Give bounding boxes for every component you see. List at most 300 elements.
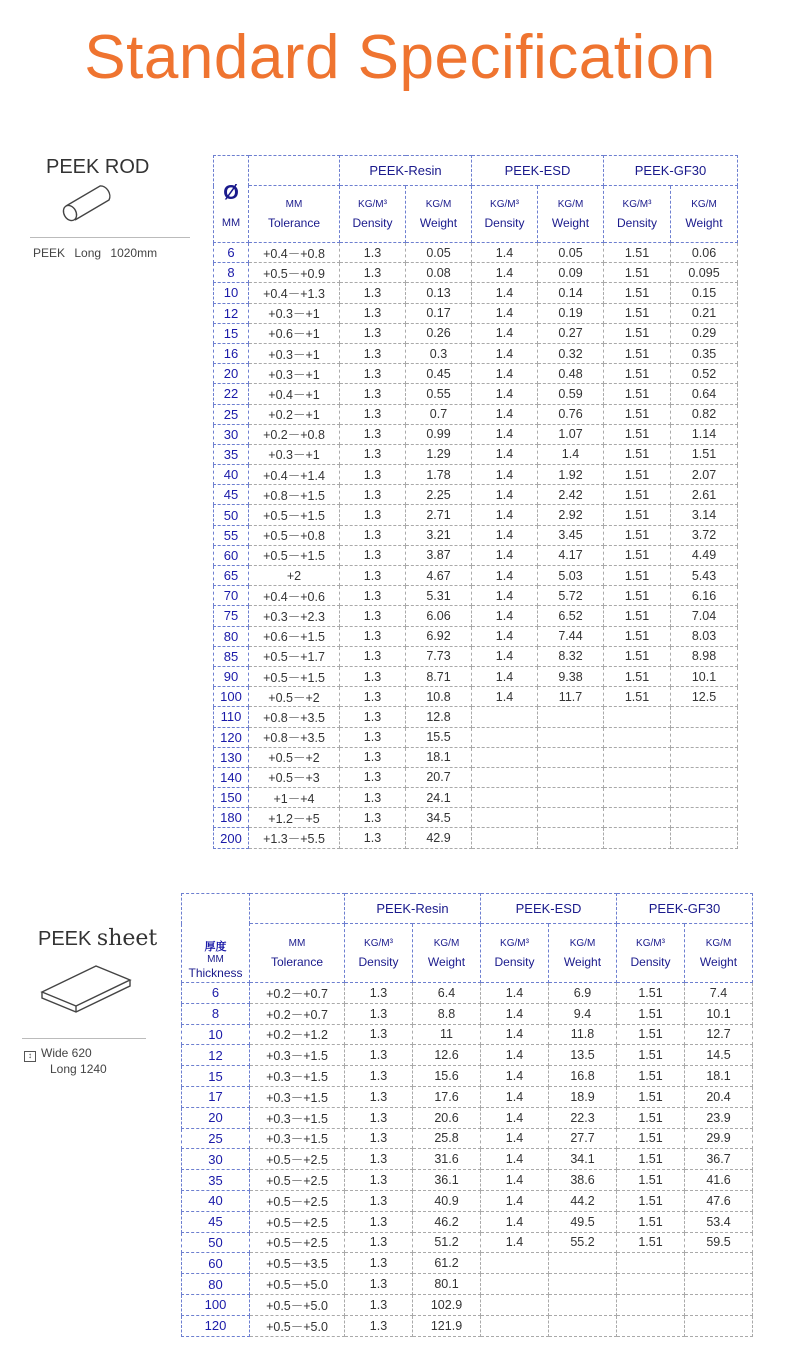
diameter-unit: MM xyxy=(221,217,241,229)
weight-label: Weight xyxy=(699,955,738,969)
resin-density-cell: 1.3 xyxy=(340,646,406,666)
size-cell: 85 xyxy=(214,646,249,666)
weight-unit: KG/M xyxy=(433,938,460,949)
gf30-weight-cell xyxy=(671,747,738,767)
gf30-density-cell: 1.51 xyxy=(617,983,685,1004)
resin-weight-cell: 0.17 xyxy=(406,303,472,323)
esd-weight-cell: 0.09 xyxy=(538,263,604,283)
resin-weight-cell: 31.6 xyxy=(413,1149,481,1170)
density-label: Density xyxy=(358,955,399,969)
gf30-density-cell: 1.51 xyxy=(604,545,671,565)
resin-weight-header xyxy=(413,924,481,983)
resin-density-cell: 1.3 xyxy=(345,1045,413,1066)
resin-weight-cell: 17.6 xyxy=(413,1086,481,1107)
resin-density-cell: 1.3 xyxy=(340,364,406,384)
gf30-density-cell: 1.51 xyxy=(617,1003,685,1024)
resin-weight-cell: 4.67 xyxy=(406,566,472,586)
esd-weight-cell: 0.19 xyxy=(538,303,604,323)
table-row xyxy=(214,788,738,808)
resin-density-cell: 1.3 xyxy=(345,1003,413,1024)
tolerance-cell: +0.6－+1 xyxy=(249,323,340,343)
resin-weight-cell: 51.2 xyxy=(413,1232,481,1253)
resin-weight-cell: 12.6 xyxy=(413,1045,481,1066)
size-cell: 40 xyxy=(182,1190,250,1211)
gf30-weight-cell: 59.5 xyxy=(685,1232,753,1253)
size-cell: 45 xyxy=(214,485,249,505)
gf30-weight-cell: 36.7 xyxy=(685,1149,753,1170)
sheet-label-b: sheet xyxy=(96,926,158,951)
esd-density-cell: 1.4 xyxy=(472,606,538,626)
esd-weight-cell xyxy=(549,1294,617,1315)
esd-weight-cell: 4.17 xyxy=(538,545,604,565)
thickness-unit: MM xyxy=(207,954,224,965)
size-cell: 100 xyxy=(214,687,249,707)
tolerance-cell: +0.2－+1 xyxy=(249,404,340,424)
size-cell: 80 xyxy=(214,626,249,646)
tolerance-cell: +0.3－+1.5 xyxy=(250,1128,345,1149)
esd-weight-cell: 13.5 xyxy=(549,1045,617,1066)
gf30-density-cell: 1.51 xyxy=(617,1128,685,1149)
esd-density-cell: 1.4 xyxy=(472,283,538,303)
esd-density-cell: 1.4 xyxy=(481,1170,549,1191)
density-label: Density xyxy=(630,955,671,969)
gf30-density-header xyxy=(617,924,685,983)
gf30-weight-header xyxy=(685,924,753,983)
resin-density-cell: 1.3 xyxy=(340,283,406,303)
esd-weight-cell: 16.8 xyxy=(549,1066,617,1087)
tolerance-cell: +0.8－+1.5 xyxy=(249,485,340,505)
tolerance-cell: +0.2－+0.7 xyxy=(250,1003,345,1024)
weight-unit: KG/M xyxy=(691,199,717,210)
size-cell: 55 xyxy=(214,525,249,545)
diameter-symbol: Ø xyxy=(223,182,239,204)
size-cell: 60 xyxy=(214,545,249,565)
weight-label: Weight xyxy=(551,216,590,230)
esd-weight-cell: 1.4 xyxy=(538,444,604,464)
rod-icon xyxy=(58,180,118,224)
esd-weight-header xyxy=(538,186,604,243)
size-cell: 120 xyxy=(214,727,249,747)
sheet-label xyxy=(38,926,157,951)
esd-weight-cell: 27.7 xyxy=(549,1128,617,1149)
size-cell: 100 xyxy=(182,1294,250,1315)
table-row xyxy=(182,1294,753,1315)
esd-density-cell: 1.4 xyxy=(481,1107,549,1128)
esd-weight-cell xyxy=(549,1253,617,1274)
tolerance-cell: +0.5－+1.7 xyxy=(249,646,340,666)
tolerance-cell: +0.2－+0.8 xyxy=(249,424,340,444)
thickness-header xyxy=(182,894,250,983)
diameter-header xyxy=(214,156,249,243)
gf30-density-header xyxy=(604,186,671,243)
tolerance-cell: +0.6－+1.5 xyxy=(249,626,340,646)
resin-density-cell: 1.3 xyxy=(345,1315,413,1336)
esd-density-cell xyxy=(481,1315,549,1336)
gf30-weight-cell: 3.14 xyxy=(671,505,738,525)
table-row xyxy=(214,525,738,545)
tolerance-cell: +0.3－+1.5 xyxy=(250,1107,345,1128)
size-cell: 8 xyxy=(182,1003,250,1024)
gf30-weight-cell xyxy=(685,1315,753,1336)
tolerance-cell: +0.5－+2.5 xyxy=(250,1190,345,1211)
resin-weight-cell: 6.92 xyxy=(406,626,472,646)
size-cell: 140 xyxy=(214,767,249,787)
resin-density-cell: 1.3 xyxy=(340,707,406,727)
gf30-density-cell: 1.51 xyxy=(604,323,671,343)
table-row xyxy=(214,666,738,686)
esd-density-cell: 1.4 xyxy=(472,424,538,444)
density-unit: KG/M³ xyxy=(364,938,393,949)
gf30-density-cell: 1.51 xyxy=(604,626,671,646)
gf30-density-cell: 1.51 xyxy=(604,465,671,485)
resin-weight-cell: 34.5 xyxy=(406,808,472,828)
resin-density-header xyxy=(340,186,406,243)
gf30-density-cell: 1.51 xyxy=(604,586,671,606)
gf30-weight-cell xyxy=(671,788,738,808)
esd-weight-cell: 6.52 xyxy=(538,606,604,626)
tolerance-cell: +0.3－+1 xyxy=(249,303,340,323)
esd-density-cell: 1.4 xyxy=(472,465,538,485)
gf30-weight-cell xyxy=(685,1294,753,1315)
resin-density-cell: 1.3 xyxy=(340,566,406,586)
gf30-density-cell: 1.51 xyxy=(617,1190,685,1211)
resin-density-cell: 1.3 xyxy=(340,727,406,747)
table-row xyxy=(182,1086,753,1107)
tolerance-cell: +0.3－+1.5 xyxy=(250,1045,345,1066)
weight-unit: KG/M xyxy=(425,199,452,210)
table-row xyxy=(182,1253,753,1274)
resin-density-cell: 1.3 xyxy=(340,485,406,505)
tolerance-cell: +0.3－+1 xyxy=(249,444,340,464)
gf30-weight-header xyxy=(671,186,738,243)
gf30-weight-cell: 0.82 xyxy=(671,404,738,424)
tolerance-cell: +0.5－+3.5 xyxy=(250,1253,345,1274)
size-cell: 15 xyxy=(214,323,249,343)
gf30-weight-cell: 18.1 xyxy=(685,1066,753,1087)
resin-density-cell: 1.3 xyxy=(345,1274,413,1295)
size-cell: 40 xyxy=(214,465,249,485)
resin-weight-cell: 25.8 xyxy=(413,1128,481,1149)
resin-density-cell: 1.3 xyxy=(340,606,406,626)
resin-weight-cell: 61.2 xyxy=(413,1253,481,1274)
esd-weight-cell xyxy=(538,707,604,727)
resin-weight-cell: 7.73 xyxy=(406,646,472,666)
gf30-density-cell: 1.51 xyxy=(604,666,671,686)
size-cell: 200 xyxy=(214,828,249,848)
esd-density-header xyxy=(481,924,549,983)
resin-density-cell: 1.3 xyxy=(340,788,406,808)
gf30-weight-cell: 29.9 xyxy=(685,1128,753,1149)
sheet-icon xyxy=(38,962,134,1016)
esd-weight-cell: 1.92 xyxy=(538,465,604,485)
resin-density-cell: 1.3 xyxy=(340,545,406,565)
resin-weight-cell: 46.2 xyxy=(413,1211,481,1232)
gf30-density-cell: 1.51 xyxy=(604,687,671,707)
esd-density-cell: 1.4 xyxy=(472,364,538,384)
table-row xyxy=(214,303,738,323)
gf30-weight-cell: 20.4 xyxy=(685,1086,753,1107)
table-row xyxy=(214,263,738,283)
gf30-weight-cell: 10.1 xyxy=(685,1003,753,1024)
esd-weight-cell xyxy=(538,747,604,767)
esd-density-cell: 1.4 xyxy=(481,1128,549,1149)
resin-weight-cell: 2.25 xyxy=(406,485,472,505)
rod-caption-length: Long 1020mm xyxy=(74,246,158,260)
group-esd: PEEK-ESD xyxy=(481,894,617,924)
table-row xyxy=(214,444,738,464)
table-row xyxy=(214,343,738,363)
resin-weight-cell: 36.1 xyxy=(413,1170,481,1191)
esd-density-cell xyxy=(472,747,538,767)
esd-density-cell: 1.4 xyxy=(472,404,538,424)
esd-weight-cell: 2.42 xyxy=(538,485,604,505)
gf30-density-cell: 1.51 xyxy=(617,1066,685,1087)
esd-density-cell: 1.4 xyxy=(472,626,538,646)
tolerance-cell: +0.5－+3 xyxy=(249,767,340,787)
gf30-weight-cell: 0.15 xyxy=(671,283,738,303)
table-row xyxy=(182,1190,753,1211)
tolerance-cell: +0.5－+2.5 xyxy=(250,1232,345,1253)
esd-weight-cell: 0.59 xyxy=(538,384,604,404)
esd-weight-cell xyxy=(538,788,604,808)
tolerance-cell: +0.5－+2 xyxy=(249,687,340,707)
esd-weight-cell: 5.03 xyxy=(538,566,604,586)
esd-weight-cell: 11.8 xyxy=(549,1024,617,1045)
weight-unit: KG/M xyxy=(557,199,584,210)
esd-density-cell xyxy=(472,788,538,808)
resin-weight-cell: 40.9 xyxy=(413,1190,481,1211)
tolerance-cell: +0.5－+1.5 xyxy=(249,505,340,525)
tolerance-cell: +0.2－+1.2 xyxy=(250,1024,345,1045)
resin-density-header xyxy=(345,924,413,983)
sheet-table-body xyxy=(182,983,753,1337)
tolerance-cell: +0.5－+2.5 xyxy=(250,1211,345,1232)
gf30-density-cell: 1.51 xyxy=(604,485,671,505)
gf30-weight-cell: 7.04 xyxy=(671,606,738,626)
esd-density-cell: 1.4 xyxy=(472,586,538,606)
table-row xyxy=(214,545,738,565)
resin-density-cell: 1.3 xyxy=(340,243,406,263)
gf30-density-cell: 1.51 xyxy=(617,1045,685,1066)
tolerance-group-blank xyxy=(249,156,340,186)
table-row xyxy=(182,1170,753,1191)
gf30-weight-cell xyxy=(671,707,738,727)
resin-density-cell: 1.3 xyxy=(340,747,406,767)
esd-density-cell xyxy=(472,727,538,747)
gf30-density-cell: 1.51 xyxy=(617,1086,685,1107)
esd-weight-cell: 6.9 xyxy=(549,983,617,1004)
esd-weight-cell: 8.32 xyxy=(538,646,604,666)
esd-weight-cell xyxy=(549,1274,617,1295)
gf30-density-cell: 1.51 xyxy=(617,1211,685,1232)
esd-density-cell: 1.4 xyxy=(481,1066,549,1087)
esd-weight-cell: 0.05 xyxy=(538,243,604,263)
resin-density-cell: 1.3 xyxy=(340,424,406,444)
resin-weight-cell: 5.31 xyxy=(406,586,472,606)
size-cell: 60 xyxy=(182,1253,250,1274)
table-row xyxy=(214,707,738,727)
weight-unit: KG/M xyxy=(569,938,596,949)
esd-density-cell: 1.4 xyxy=(481,1149,549,1170)
tolerance-cell: +0.3－+2.3 xyxy=(249,606,340,626)
resin-weight-cell: 0.3 xyxy=(406,343,472,363)
gf30-weight-cell: 47.6 xyxy=(685,1190,753,1211)
table-row xyxy=(214,606,738,626)
esd-weight-cell: 49.5 xyxy=(549,1211,617,1232)
size-cell: 45 xyxy=(182,1211,250,1232)
rod-table-body xyxy=(214,243,738,849)
esd-density-cell: 1.4 xyxy=(472,384,538,404)
size-cell: 120 xyxy=(182,1315,250,1336)
esd-density-cell: 1.4 xyxy=(481,1190,549,1211)
gf30-weight-cell: 10.1 xyxy=(671,666,738,686)
tolerance-cell: +0.5－+5.0 xyxy=(250,1274,345,1295)
resin-density-cell: 1.3 xyxy=(340,303,406,323)
gf30-weight-cell: 0.095 xyxy=(671,263,738,283)
table-row xyxy=(214,586,738,606)
resin-weight-cell: 42.9 xyxy=(406,828,472,848)
density-unit: KG/M³ xyxy=(500,938,529,949)
table-row xyxy=(182,1274,753,1295)
table-row xyxy=(182,983,753,1004)
resin-density-cell: 1.3 xyxy=(340,323,406,343)
resin-density-cell: 1.3 xyxy=(345,1066,413,1087)
resin-weight-cell: 3.87 xyxy=(406,545,472,565)
resin-density-cell: 1.3 xyxy=(345,1253,413,1274)
gf30-density-cell: 1.51 xyxy=(604,606,671,626)
table-row xyxy=(214,808,738,828)
density-unit: KG/M³ xyxy=(490,199,519,210)
tolerance-cell: +0.4－+0.8 xyxy=(249,243,340,263)
gf30-density-cell xyxy=(604,767,671,787)
resin-density-cell: 1.3 xyxy=(340,525,406,545)
resin-density-cell: 1.3 xyxy=(340,343,406,363)
tolerance-cell: +0.3－+1 xyxy=(249,364,340,384)
esd-density-cell: 1.4 xyxy=(481,1211,549,1232)
resin-weight-cell: 80.1 xyxy=(413,1274,481,1295)
table-row xyxy=(214,747,738,767)
tolerance-cell: +0.5－+5.0 xyxy=(250,1294,345,1315)
density-unit: KG/M³ xyxy=(636,938,665,949)
gf30-density-cell xyxy=(617,1294,685,1315)
esd-weight-cell: 22.3 xyxy=(549,1107,617,1128)
esd-weight-cell xyxy=(538,767,604,787)
tolerance-cell: +1－+4 xyxy=(249,788,340,808)
esd-density-cell: 1.4 xyxy=(472,545,538,565)
size-cell: 17 xyxy=(182,1086,250,1107)
table-row xyxy=(214,505,738,525)
gf30-density-cell xyxy=(604,747,671,767)
resin-density-cell: 1.3 xyxy=(340,444,406,464)
resin-weight-cell: 1.78 xyxy=(406,465,472,485)
gf30-density-cell xyxy=(617,1315,685,1336)
size-cell: 6 xyxy=(182,983,250,1004)
esd-density-cell xyxy=(481,1274,549,1295)
gf30-weight-cell: 0.29 xyxy=(671,323,738,343)
gf30-weight-cell: 4.49 xyxy=(671,545,738,565)
esd-weight-cell xyxy=(549,1315,617,1336)
gf30-weight-cell: 53.4 xyxy=(685,1211,753,1232)
gf30-weight-cell: 8.98 xyxy=(671,646,738,666)
esd-weight-cell: 0.27 xyxy=(538,323,604,343)
size-cell: 30 xyxy=(182,1149,250,1170)
esd-weight-cell: 0.76 xyxy=(538,404,604,424)
table-row xyxy=(182,1211,753,1232)
gf30-density-cell xyxy=(604,788,671,808)
gf30-density-cell: 1.51 xyxy=(604,343,671,363)
esd-density-cell: 1.4 xyxy=(481,1045,549,1066)
esd-weight-header xyxy=(549,924,617,983)
esd-density-cell: 1.4 xyxy=(481,1024,549,1045)
resin-density-cell: 1.3 xyxy=(345,1086,413,1107)
table-row xyxy=(214,404,738,424)
esd-density-cell xyxy=(472,707,538,727)
resin-density-cell: 1.3 xyxy=(345,1128,413,1149)
gf30-density-cell: 1.51 xyxy=(617,1024,685,1045)
rod-divider xyxy=(30,237,190,238)
esd-density-cell: 1.4 xyxy=(481,983,549,1004)
table-row xyxy=(182,1045,753,1066)
tolerance-cell: +0.4－+1 xyxy=(249,384,340,404)
tolerance-cell: +0.3－+1 xyxy=(249,343,340,363)
gf30-weight-cell: 1.14 xyxy=(671,424,738,444)
resin-weight-cell: 10.8 xyxy=(406,687,472,707)
tolerance-cell: +0.8－+3.5 xyxy=(249,727,340,747)
esd-density-cell xyxy=(472,767,538,787)
esd-density-cell: 1.4 xyxy=(472,687,538,707)
weight-label: Weight xyxy=(563,955,602,969)
esd-density-cell: 1.4 xyxy=(472,505,538,525)
thickness-cjk: 厚度 xyxy=(204,941,227,953)
table-row xyxy=(214,687,738,707)
tolerance-cell: +0.2－+0.7 xyxy=(250,983,345,1004)
esd-weight-cell: 55.2 xyxy=(549,1232,617,1253)
resin-weight-cell: 20.6 xyxy=(413,1107,481,1128)
resin-weight-cell: 0.55 xyxy=(406,384,472,404)
size-cell: 6 xyxy=(214,243,249,263)
table-row xyxy=(182,1315,753,1336)
sheet-caption-wide: Wide 620 xyxy=(41,1046,92,1060)
tolerance-cell: +0.3－+1.5 xyxy=(250,1066,345,1087)
tolerance-cell: +0.5－+1.5 xyxy=(249,545,340,565)
table-row xyxy=(214,626,738,646)
table-row xyxy=(214,323,738,343)
resin-weight-cell: 0.45 xyxy=(406,364,472,384)
table-row xyxy=(182,1066,753,1087)
size-cell: 90 xyxy=(214,666,249,686)
weight-label: Weight xyxy=(419,216,458,230)
resin-weight-header xyxy=(406,186,472,243)
table-row xyxy=(182,1003,753,1024)
weight-label: Weight xyxy=(427,955,466,969)
gf30-weight-cell: 3.72 xyxy=(671,525,738,545)
rod-label: PEEK ROD xyxy=(46,156,150,178)
table-row xyxy=(214,243,738,263)
resin-density-cell: 1.3 xyxy=(345,1107,413,1128)
resin-weight-cell: 0.13 xyxy=(406,283,472,303)
esd-density-cell: 1.4 xyxy=(472,666,538,686)
esd-density-cell xyxy=(481,1253,549,1274)
resin-weight-cell: 18.1 xyxy=(406,747,472,767)
size-cell: 80 xyxy=(182,1274,250,1295)
table-row xyxy=(214,384,738,404)
size-cell: 110 xyxy=(214,707,249,727)
resin-weight-cell: 8.71 xyxy=(406,666,472,686)
size-cell: 35 xyxy=(182,1170,250,1191)
esd-weight-cell xyxy=(538,808,604,828)
size-cell: 30 xyxy=(214,424,249,444)
resin-weight-cell: 6.06 xyxy=(406,606,472,626)
